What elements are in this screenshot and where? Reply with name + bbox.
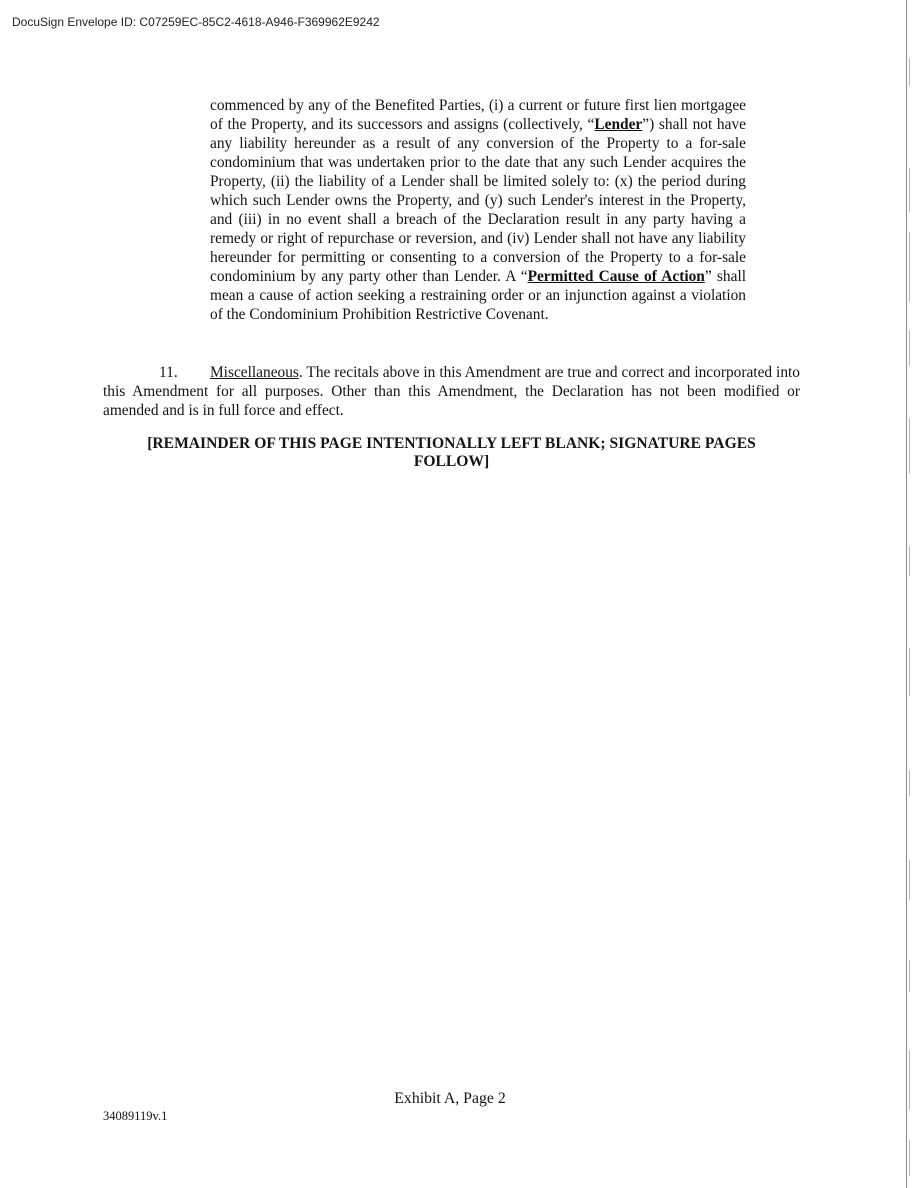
page-edge-rule — [906, 0, 907, 1188]
exhibit-page-label: Exhibit A, Page 2 — [394, 1090, 506, 1107]
section-text: . The recitals above in this Amendment are true and correct and incorporated into this Amendment for all purposes. Other than this Amendment, the Declaration has not been modified or amended and is in full force and effect. — [103, 364, 800, 419]
document-version-id: 34089119v.1 — [103, 1109, 168, 1123]
paragraph-text-part-1: commenced by any of the Benefited Parties, (i) a current or future first lien mortgagee of the Property, and its successors and assigns (collectively, “ — [210, 97, 746, 133]
permitted-cause-defined-term: Permitted Cause of Action — [527, 268, 705, 285]
docusign-envelope-id: DocuSign Envelope ID: C07259EC-85C2-4618-A946-F369962E9242 — [12, 15, 380, 29]
paragraph-text-part-3: ” shall mean a cause of action seeking a restraining order or an injunction against a violation of the Condominium Prohibition Restrictive Covenant. — [210, 268, 746, 323]
page-edge-marks — [909, 0, 912, 1188]
lender-defined-term: Lender — [594, 116, 643, 133]
paragraph-text-part-2: ”) shall not have any liability hereunder as a result of any conversion of the Property to a for-sale condominium that was undertaken prior to the date that any such Lender acquires the Property, (ii) the liability of a Lender shall be limited solely to: (x) the period during which such Lender owns the Property, and (y) such Lender's interest in the Property, and (iii) in no event shall a breach of the Declaration result in any party having a remedy or right of repurchase or reversion, and (iv) Lender shall not have any liability hereunder for permitting or consenting to a conversion of the Property to a for-sale condominium by any party other than Lender. A “ — [210, 116, 746, 285]
section-11-miscellaneous — [103, 363, 800, 420]
section-heading: Miscellaneous — [210, 364, 299, 381]
section-number: 11. — [159, 364, 178, 381]
remainder-notice-line-1: [REMAINDER OF THIS PAGE INTENTIONALLY LEFT BLANK; SIGNATURE PAGES — [147, 435, 756, 452]
remainder-notice-line-2: FOLLOW] — [413, 453, 490, 470]
lender-provisions-paragraph — [210, 96, 746, 324]
remainder-blank-notice — [103, 435, 800, 471]
